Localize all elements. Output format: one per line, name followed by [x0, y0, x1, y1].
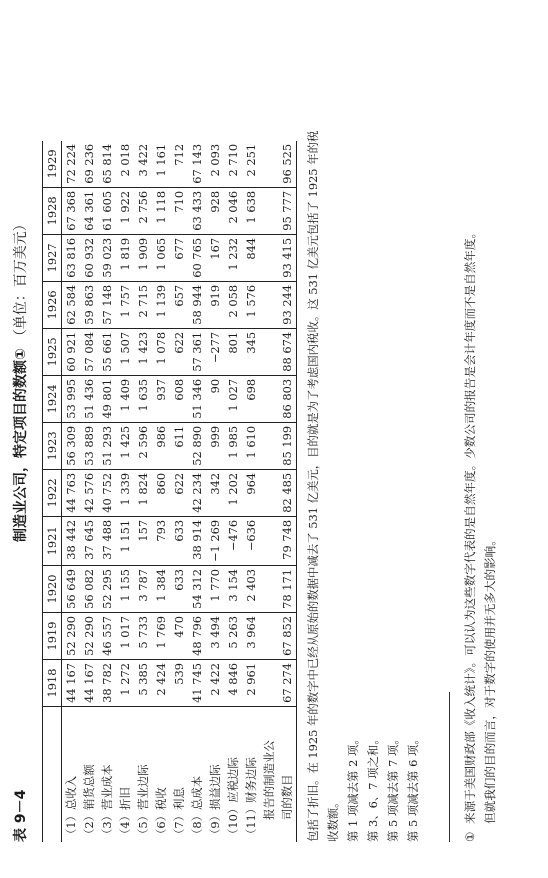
- table-note: 第 5 项减去第 7 项。: [386, 733, 400, 842]
- year-header: 1919: [43, 613, 62, 660]
- table-cell: [260, 187, 278, 234]
- year-header: 1918: [43, 660, 62, 707]
- table-cell: 90: [206, 375, 224, 422]
- table-cell: 52 290: [80, 613, 98, 660]
- table-cell: 86 803: [278, 375, 297, 422]
- table-cell: 52 890: [188, 422, 206, 469]
- table-cell: 1 638: [242, 187, 260, 234]
- table-note: 第 1 项减去第 2 项。: [346, 733, 360, 842]
- table-cell: 51 293: [98, 422, 116, 469]
- table-cell: 1 770: [206, 566, 224, 613]
- table-row: [80, 141, 98, 842]
- year-header: 1929: [43, 141, 62, 188]
- table-cell: 1 017: [116, 613, 134, 660]
- table-cell: 79 748: [278, 516, 297, 565]
- table-cell: 51 346: [188, 375, 206, 422]
- table-row: [260, 141, 278, 842]
- table-cell: 60 921: [62, 328, 81, 375]
- table-cell: [260, 422, 278, 469]
- table-cell: 63 816: [62, 234, 81, 281]
- table-cell: 1 151: [116, 516, 134, 565]
- table-cell: 69 236: [80, 141, 98, 188]
- table-cell: 2 046: [224, 187, 242, 234]
- table-cell: 95 777: [278, 187, 297, 234]
- table-cell: 1 922: [116, 187, 134, 234]
- row-label: 报告的制造业公: [262, 740, 276, 820]
- table-cell: 2 018: [116, 141, 134, 188]
- table-cell: 1 824: [134, 469, 152, 516]
- table-cell: 1 409: [116, 375, 134, 422]
- footnote-line-2: 但就我们的目的而言，对于数字的使用并无多大的影响。: [483, 534, 497, 824]
- table-cell: 986: [152, 422, 170, 469]
- table-cell: 844: [242, 234, 260, 281]
- table-note: 第 3、6、7 项之和。: [366, 733, 380, 842]
- table-cell: 49 801: [98, 375, 116, 422]
- year-header: 1927: [43, 234, 62, 281]
- table-cell: 2 961: [242, 660, 260, 707]
- table-cell: 37 488: [98, 516, 116, 565]
- table-cell: 54 312: [188, 566, 206, 613]
- table-number: 表 9－4: [13, 789, 29, 842]
- table-cell: 1 985: [224, 422, 242, 469]
- table-cell: 3 494: [206, 613, 224, 660]
- table-cell: 64 361: [80, 187, 98, 234]
- year-header: 1924: [43, 375, 62, 422]
- row-label: 司的数目: [278, 707, 297, 843]
- footnote-divider: [449, 692, 450, 842]
- row-label: （1）总收入: [64, 775, 78, 840]
- row-label: （5）营业边际: [136, 764, 150, 840]
- table-cell: 38 782: [98, 660, 116, 707]
- table-cell: 657: [170, 281, 188, 328]
- table-cell: 964: [242, 469, 260, 516]
- table-cell: 608: [170, 375, 188, 422]
- table-cell: 1 339: [116, 469, 134, 516]
- table-cell: 78 171: [278, 566, 297, 613]
- table-row: [224, 141, 242, 842]
- table-cell: 58 944: [188, 281, 206, 328]
- table-cell: 52 295: [98, 566, 116, 613]
- table-cell: 2 596: [134, 422, 152, 469]
- row-label: （3）营业成本: [100, 764, 114, 840]
- table-cell: 67 143: [188, 141, 206, 188]
- table-row: [116, 141, 134, 842]
- table-cell: 2 422: [206, 660, 224, 707]
- table-cell: 46 557: [98, 613, 116, 660]
- table-cell: 56 649: [62, 566, 81, 613]
- table-cell: 5 385: [134, 660, 152, 707]
- table-cell: 57 148: [98, 281, 116, 328]
- table-cell: 3 964: [242, 613, 260, 660]
- table-cell: 44 763: [62, 469, 81, 516]
- table-cell: 44 167: [80, 660, 98, 707]
- table-cell: 3 154: [224, 566, 242, 613]
- table-cell: 1 027: [224, 375, 242, 422]
- table-cell: 85 199: [278, 422, 297, 469]
- table-cell: 60 765: [188, 234, 206, 281]
- table-cell: 1 384: [152, 566, 170, 613]
- table-cell: 44 167: [62, 660, 81, 707]
- table-cell: 37 645: [80, 516, 98, 565]
- table-cell: 793: [152, 516, 170, 565]
- row-label: （2）销货总额: [82, 764, 96, 840]
- data-table: [42, 141, 297, 842]
- table-cell: 2 251: [242, 141, 260, 188]
- table-cell: 2 756: [134, 187, 152, 234]
- table-cell: 1 425: [116, 422, 134, 469]
- table-cell: 1 065: [152, 234, 170, 281]
- table-row: [242, 141, 260, 842]
- year-header: 1925: [43, 328, 62, 375]
- year-header: 1923: [43, 422, 62, 469]
- table-cell: 67 852: [278, 613, 297, 660]
- table-cell: −476: [224, 516, 242, 565]
- table-cell: 53 995: [62, 375, 81, 422]
- table-title: [10, 217, 30, 542]
- table-cell: 63 433: [188, 187, 206, 234]
- table-cell: 2 715: [134, 281, 152, 328]
- table-cell: [260, 281, 278, 328]
- table-cell: 1 078: [152, 328, 170, 375]
- table-cell: 55 661: [98, 328, 116, 375]
- table-cell: [260, 141, 278, 188]
- table-cell: 157: [134, 516, 152, 565]
- table-cell: 56 309: [62, 422, 81, 469]
- table-cell: 167: [206, 234, 224, 281]
- table-row: [152, 141, 170, 842]
- table-cell: [260, 469, 278, 516]
- table-cell: 1 139: [152, 281, 170, 328]
- table-cell: 59 023: [98, 234, 116, 281]
- table-cell: 5 263: [224, 613, 242, 660]
- table-unit: （单位：百万美元）: [13, 217, 29, 344]
- row-label: （4）折旧: [118, 787, 132, 840]
- table-cell: 57 361: [188, 328, 206, 375]
- table-cell: 2 058: [224, 281, 242, 328]
- table-notes: [303, 10, 423, 842]
- table-cell: 937: [152, 375, 170, 422]
- table-cell: 712: [170, 141, 188, 188]
- table-cell: 57 084: [80, 328, 98, 375]
- table-cell: 2 424: [152, 660, 170, 707]
- table-note: 收数额。: [326, 796, 340, 842]
- table-cell: 622: [170, 328, 188, 375]
- table-cell: 52 290: [62, 613, 81, 660]
- table-cell: 56 082: [80, 566, 98, 613]
- table-row: [98, 141, 116, 842]
- row-label: （10）应税边际: [226, 757, 240, 840]
- table-row: [134, 141, 152, 842]
- table-cell: 40 752: [98, 469, 116, 516]
- header-blank: [43, 707, 62, 843]
- table-row: [188, 141, 206, 842]
- table-cell: 62 584: [62, 281, 81, 328]
- table-cell: 1 161: [152, 141, 170, 188]
- table-cell: 2 403: [242, 566, 260, 613]
- table-cell: −277: [206, 328, 224, 375]
- table-cell: 622: [170, 469, 188, 516]
- year-header: 1920: [43, 566, 62, 613]
- row-label: （7）利息: [172, 787, 186, 840]
- table-cell: 65 814: [98, 141, 116, 188]
- table-cell: 1 118: [152, 187, 170, 234]
- table-cell: 677: [170, 234, 188, 281]
- table-cell: 53 889: [80, 422, 98, 469]
- table-cell: 60 932: [80, 234, 98, 281]
- table-cell: 611: [170, 422, 188, 469]
- table-cell: 3 787: [134, 566, 152, 613]
- table-cell: 633: [170, 566, 188, 613]
- table-cell: 919: [206, 281, 224, 328]
- table-cell: 59 863: [80, 281, 98, 328]
- table-cell: 96 525: [278, 141, 297, 188]
- table-note: 第 5 项减去第 6 项。: [406, 733, 420, 842]
- table-cell: 1 757: [116, 281, 134, 328]
- table-cell: 2 093: [206, 141, 224, 188]
- table-cell: [260, 613, 278, 660]
- table-row: [170, 141, 188, 842]
- table-cell: 1 576: [242, 281, 260, 328]
- table-cell: 38 914: [188, 516, 206, 565]
- table-row: [62, 141, 81, 842]
- table-cell: 88 674: [278, 328, 297, 375]
- table-cell: 1 507: [116, 328, 134, 375]
- table-row: [278, 141, 297, 842]
- table-cell: 42 576: [80, 469, 98, 516]
- year-header: 1928: [43, 187, 62, 234]
- table-cell: 928: [206, 187, 224, 234]
- table-cell: 345: [242, 328, 260, 375]
- table-cell: 3 422: [134, 141, 152, 188]
- table-cell: [260, 516, 278, 565]
- table-cell: 5 733: [134, 613, 152, 660]
- table-caption: [10, 10, 40, 842]
- table-cell: 1 909: [134, 234, 152, 281]
- table-cell: 1 272: [116, 660, 134, 707]
- row-label: （6）税收: [154, 787, 168, 840]
- table-cell: 2 710: [224, 141, 242, 188]
- table-cell: 1 202: [224, 469, 242, 516]
- table-cell: 801: [224, 328, 242, 375]
- table-note: 包括了折旧。在 1925 年的数字中已经从原始的数据中减去了 531 亿美元，目的就是为了考虑国内税收。这 531 亿美元包括了 1925 年的税: [306, 130, 320, 842]
- table-cell: 342: [206, 469, 224, 516]
- table-cell: 67 274: [278, 660, 297, 707]
- table-cell: 93 415: [278, 234, 297, 281]
- table-cell: 67 368: [62, 187, 81, 234]
- table-cell: 61 605: [98, 187, 116, 234]
- row-label: （9）损益边际: [208, 764, 222, 840]
- table-cell: 82 485: [278, 469, 297, 516]
- table-cell: 1 610: [242, 422, 260, 469]
- table-cell: 41 745: [188, 660, 206, 707]
- table-cell: 48 796: [188, 613, 206, 660]
- table-cell: 1 769: [152, 613, 170, 660]
- year-header: 1922: [43, 469, 62, 516]
- year-header: 1921: [43, 516, 62, 565]
- row-label: （11）财务边际: [244, 757, 258, 840]
- table-cell: 1 635: [134, 375, 152, 422]
- table-body: [62, 141, 297, 842]
- table-cell: 1 423: [134, 328, 152, 375]
- table-cell: 860: [152, 469, 170, 516]
- table-cell: 4 846: [224, 660, 242, 707]
- table-cell: 698: [242, 375, 260, 422]
- table-cell: 72 224: [62, 141, 81, 188]
- table-cell: 51 436: [80, 375, 98, 422]
- table-row: [206, 141, 224, 842]
- header-row: [43, 141, 62, 842]
- row-label: （8）总成本: [190, 775, 204, 840]
- table-title-text: 制造业公司，特定项目的数额①: [13, 343, 29, 542]
- table-cell: 710: [170, 187, 188, 234]
- table-cell: [260, 660, 278, 707]
- table-cell: [260, 328, 278, 375]
- table-cell: 42 234: [188, 469, 206, 516]
- year-header: 1926: [43, 281, 62, 328]
- footnote-mark: ①: [463, 831, 477, 842]
- table-cell: 470: [170, 613, 188, 660]
- table-cell: [260, 234, 278, 281]
- footnote: [460, 10, 500, 842]
- table-cell: [260, 375, 278, 422]
- table-cell: 38 442: [62, 516, 81, 565]
- footnote-line-1: 来源于美国财政部《收入统计》。可以认为这些数字代表的是自然年度。少数公司的报告是会计年度而不是自然年度。: [463, 226, 477, 824]
- table-cell: −636: [242, 516, 260, 565]
- table-cell: [260, 566, 278, 613]
- table-cell: −1 269: [206, 516, 224, 565]
- table-cell: 633: [170, 516, 188, 565]
- table-cell: 1 155: [116, 566, 134, 613]
- table-cell: 999: [206, 422, 224, 469]
- table-cell: 93 244: [278, 281, 297, 328]
- table-cell: 1 819: [116, 234, 134, 281]
- table-cell: 539: [170, 660, 188, 707]
- table-cell: 1 232: [224, 234, 242, 281]
